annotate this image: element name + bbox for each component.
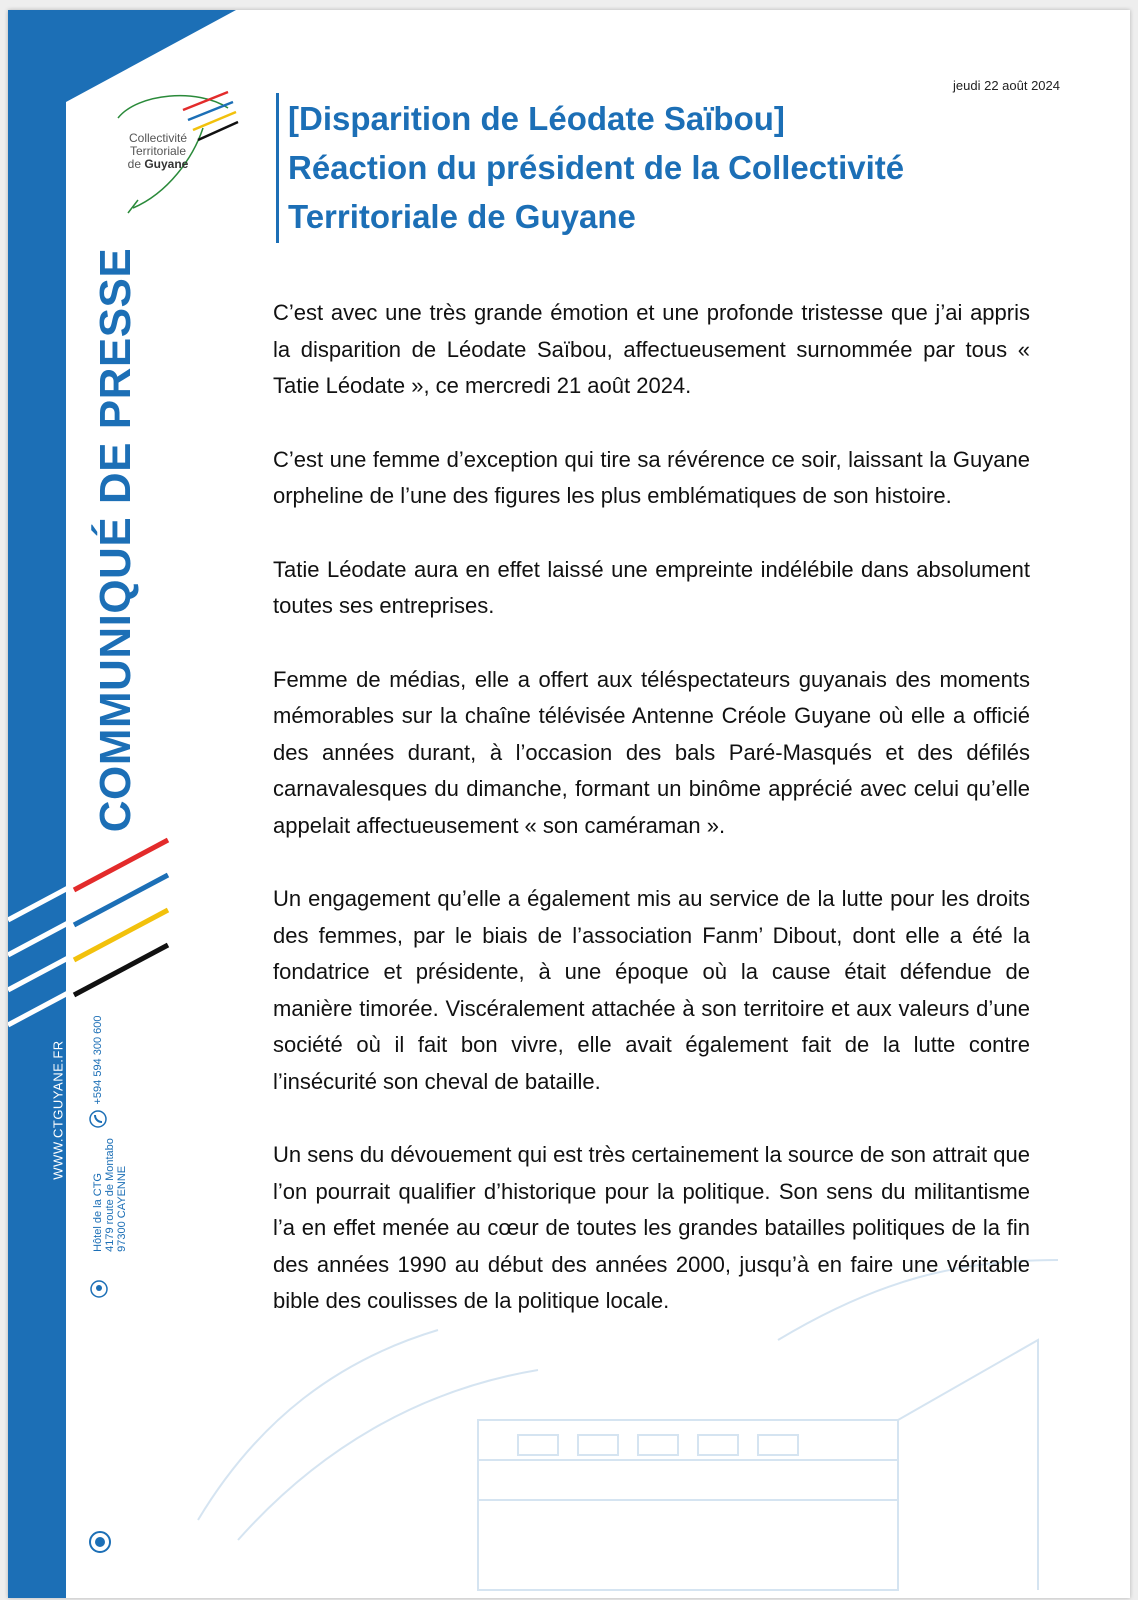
paragraph: Un engagement qu’elle a également mis au service de la lutte pour les droits des femmes, par le biais de l’association Fanm’ Dibout, dont elle a été la fondatrice et présidente, à une époque où la cause était défendue de manière timorée. Viscéralement attachée à son territoire et aux valeurs d’une société où il fait bon vivre, elle avait également fait de la lutte contre l’insécurité son cheval de bataille.: [273, 886, 1030, 1094]
paragraph: Femme de médias, elle a offert aux téléspectateurs guyanais des moments mémorables sur la chaîne télévisée Antenne Créole Guyane où elle a officié des années durant, à l’occasion des bals Paré-Masqués et des défilés carnavalesques du dimanche, formant un binôme apprécié avec celui qu’elle appelait affectueusement « son caméraman ».: [273, 666, 1030, 838]
paragraph: Un sens du dévouement qui est très certainement la source de son attrait que l’on pourrait qualifier d’historique pour la politique. Son sens du militantisme l’a en effet menée au cœur de toutes les grandes batailles politiques de la fin des années 1990 au début des années 2000, jusqu’à en faire une véritable bible des coulisses de la politique locale.: [273, 1142, 1030, 1313]
logo-line-3-bold: Guyane: [144, 157, 189, 171]
address-line-1: Hôtel de la CTG: [92, 1173, 104, 1252]
phone-icon: [89, 1110, 107, 1128]
page-title: [288, 94, 1068, 241]
location-pin-icon: [90, 1280, 108, 1298]
website-link[interactable]: WWW.CTGUYANE.FR: [50, 1040, 66, 1180]
phone-number[interactable]: +594 594 300 600: [92, 1015, 104, 1105]
paragraph: C’est une femme d’exception qui tire sa révérence ce soir, laissant la Guyane orpheline de l’une des figures les plus emblématiques de son histoire.: [273, 446, 1030, 508]
title-line-2: Réaction du président de la Collectivité: [288, 149, 905, 186]
body-text: [273, 295, 1030, 1357]
logo-line-2: Territoriale: [129, 144, 186, 158]
press-release-page: [8, 10, 1130, 1598]
release-date: jeudi 22 août 2024: [953, 78, 1060, 93]
logo-text: [103, 132, 213, 171]
paragraph: C’est avec une très grande émotion et une profonde tristesse que j’ai appris la disparition de Léodate Saïbou, affectueusement surnommée par tous « Tatie Léodate », ce mercredi 21 août 2024.: [273, 300, 1030, 398]
address-block: [92, 1138, 128, 1252]
logo-line-3-prefix: de: [127, 157, 145, 171]
address-line-3: 97300 CAYENNE: [116, 1165, 128, 1252]
social-icon[interactable]: [88, 1530, 112, 1554]
logo-line-1: Collectivité: [128, 131, 188, 145]
paragraph: Tatie Léodate aura en effet laissé une empreinte indélébile dans absolument toutes ses entreprises.: [273, 556, 1030, 618]
address-line-2: 4179 route de Montabo: [104, 1138, 116, 1252]
title-accent-bar: [276, 93, 279, 243]
title-line-3: Territoriale de Guyane: [288, 198, 636, 235]
title-line-1: [Disparition de Léodate Saïbou]: [288, 100, 785, 137]
communique-de-presse-label: COMMUNIQUÉ DE PRESSE: [91, 247, 140, 833]
